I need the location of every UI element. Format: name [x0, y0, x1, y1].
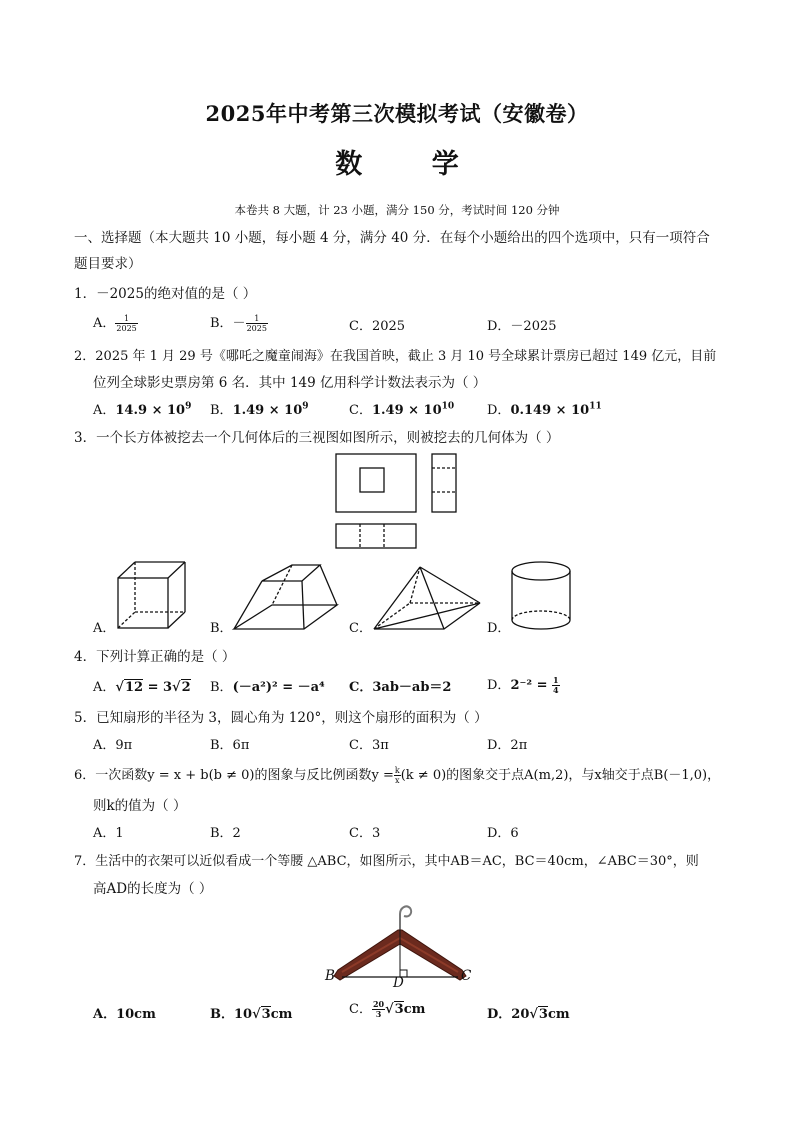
label-c: C [461, 968, 472, 984]
q4-a-radicand2: 2 [181, 680, 191, 695]
q2-a-label: A． [93, 403, 116, 418]
q7-option-a[interactable]: A．10cm [93, 1007, 156, 1022]
q3-option-a[interactable]: A． [93, 621, 116, 636]
q2-stem-cont: 位列全球影史票房第 6 名．其中 149 亿用科学计数法表示为（ ） [93, 375, 487, 391]
q2-a-exponent: 9 [185, 401, 192, 412]
label-b: B [325, 968, 335, 984]
section1-heading-cont: 题目要求） [74, 256, 142, 272]
cylinder-figure [510, 560, 574, 632]
q1-option-d[interactable]: D．－2025 [487, 319, 557, 334]
q2-c-base: 1.49 × 10 [371, 403, 442, 418]
q2-d-label: D． [487, 403, 511, 418]
q4-d-fraction [552, 676, 560, 695]
q7-b-unit: cm [270, 1007, 293, 1022]
q7-option-c[interactable]: C． $\frac{20}{3}$ √3cm [349, 999, 426, 1019]
q1-option-b[interactable] [210, 312, 268, 333]
q2-option-c[interactable] [349, 399, 454, 418]
top-view [336, 524, 416, 548]
q4-option-d[interactable] [487, 674, 560, 695]
q4-b-expr: (－a²)² = －a⁴ [232, 680, 325, 695]
q7-stem-cont: 高AD的长度为（ ） [93, 881, 213, 897]
subject-title: 数 学 [335, 149, 489, 180]
q7-c-fraction [372, 1000, 385, 1019]
q7-b-radicand: 3 [261, 1007, 271, 1022]
q4-d-denominator: 4 [553, 685, 559, 695]
q1-a-denominator: 2025 [116, 324, 137, 333]
side-view [432, 454, 456, 512]
q7-d-label: D．20 [487, 1007, 530, 1022]
q7-b-label: B．10 [210, 1007, 253, 1022]
q3-stem: 3．一个长方体被挖去一个几何体后的三视图如图所示，则被挖去的几何体为（ ） [74, 430, 560, 446]
q7-d-unit: cm [547, 1007, 570, 1022]
q2-b-base: 1.49 × 10 [232, 403, 303, 418]
exam-title: 2025年中考第三次模拟考试（安徽卷） [205, 101, 589, 126]
q7-stem: 7．生活中的衣架可以近似看成一个等腰 △ABC，如图所示，其中AB＝AC，BC＝40cm，∠ABC＝30°，则 [74, 854, 699, 869]
q2-b-exponent: 9 [302, 401, 309, 412]
cube-figure [115, 560, 191, 632]
q4-d-expr: 2⁻² = [510, 678, 548, 693]
q1-b-numerator: 1 [246, 314, 268, 324]
q1-a-label: A． [93, 316, 116, 331]
pyramid-figure [372, 565, 484, 631]
q7-d-radicand: 3 [538, 1007, 548, 1022]
q1-b-label: B．－ [210, 316, 246, 331]
hanger-hook-icon [400, 906, 411, 930]
q6-k-numerator: k [394, 766, 400, 775]
q6-stem-part1: 6．一次函数y = x + b(b ≠ 0)的图象与反比例函数y = [74, 768, 394, 783]
q1-a-fraction [115, 314, 137, 333]
q3-option-d[interactable]: D． [487, 621, 511, 636]
q7-c-numerator: 20 [372, 999, 385, 1009]
q6-stem [74, 764, 720, 785]
q1-option-c[interactable]: C．2025 [349, 319, 406, 334]
q2-option-d[interactable] [487, 399, 602, 418]
q4-stem: 4．下列计算正确的是（ ） [74, 649, 236, 665]
front-view [336, 454, 416, 512]
q7-option-b[interactable]: B．10√3cm [210, 1007, 293, 1022]
q5-stem: 5．已知扇形的半径为 3，圆心角为 120°，则这个扇形的面积为（ ） [74, 710, 488, 726]
q4-a-rest: = 3 [147, 680, 173, 695]
q4-option-c[interactable]: C．3ab－ab＝2 [349, 680, 452, 695]
q5-option-d[interactable]: D．2π [487, 738, 528, 753]
exam-info: 本卷共 8 大题，计 23 小题，满分 150 分，考试时间 120 分钟 [234, 203, 560, 217]
q1-b-denominator: 2025 [246, 324, 267, 333]
q6-k-over-x [394, 766, 401, 785]
q5-option-a[interactable]: A．9π [93, 738, 133, 753]
label-d: D [393, 975, 404, 991]
q3-option-b[interactable]: B． [210, 621, 233, 636]
q4-a-label: A． [93, 680, 116, 695]
q4-option-a[interactable]: A．√12 = 3√2 [93, 680, 191, 695]
q5-option-c[interactable]: C．3π [349, 738, 389, 753]
q2-option-b[interactable] [210, 399, 309, 418]
frustum-figure [232, 563, 342, 631]
q3-option-c[interactable]: C． [349, 621, 372, 636]
q6-option-c[interactable]: C．3 [349, 826, 381, 841]
q2-option-a[interactable] [93, 399, 191, 418]
q1-stem: 1．－2025的绝对值的是（ ） [74, 286, 257, 302]
q6-option-d[interactable]: D．6 [487, 826, 519, 841]
q2-stem: 2．2025 年 1 月 29 号《哪吒之魔童闹海》在我国首映，截止 3 月 10 号全球累计票房已超过 149 亿元，目前 [74, 349, 717, 364]
q2-d-exponent: 11 [589, 401, 602, 412]
q5-option-b[interactable]: B．6π [210, 738, 250, 753]
q7-c-denominator: 3 [375, 1009, 382, 1019]
q1-a-numerator: 1 [115, 314, 137, 324]
q7-c-label: C． [349, 1002, 372, 1017]
q6-option-a[interactable]: A．1 [93, 826, 124, 841]
q2-a-base: 14.9 × 10 [115, 403, 186, 418]
q4-a-radicand: 12 [124, 680, 144, 695]
q2-d-base: 0.149 × 10 [510, 403, 590, 418]
three-view-diagram [334, 452, 460, 552]
q7-c-unit: cm [403, 1002, 426, 1017]
q2-c-exponent: 10 [441, 401, 455, 412]
q6-k-denominator: x [395, 776, 400, 785]
section1-heading: 一、选择题（本大题共 10 小题，每小题 4 分，满分 40 分．在每个小题给出的四个选项中，只有一项符合 [74, 230, 710, 246]
q4-option-b[interactable] [210, 676, 325, 695]
q4-d-numerator: 1 [553, 675, 559, 685]
q1-option-a[interactable] [93, 312, 138, 333]
q2-c-label: C． [349, 403, 372, 418]
q6-option-b[interactable]: B．2 [210, 826, 241, 841]
q6-stem-cont: 则k的值为（ ） [93, 798, 187, 814]
q1-b-fraction [246, 314, 268, 333]
q7-option-d[interactable]: D．20√3cm [487, 1007, 570, 1022]
q4-d-label: D． [487, 678, 511, 693]
front-view-hole [360, 468, 384, 492]
q2-b-label: B． [210, 403, 233, 418]
q6-stem-part2: (k ≠ 0)的图象交于点A(m,2)，与x轴交于点B(－1,0)， [400, 768, 721, 783]
q7-c-radicand: 3 [394, 1002, 404, 1017]
q4-b-label: B． [210, 680, 233, 695]
